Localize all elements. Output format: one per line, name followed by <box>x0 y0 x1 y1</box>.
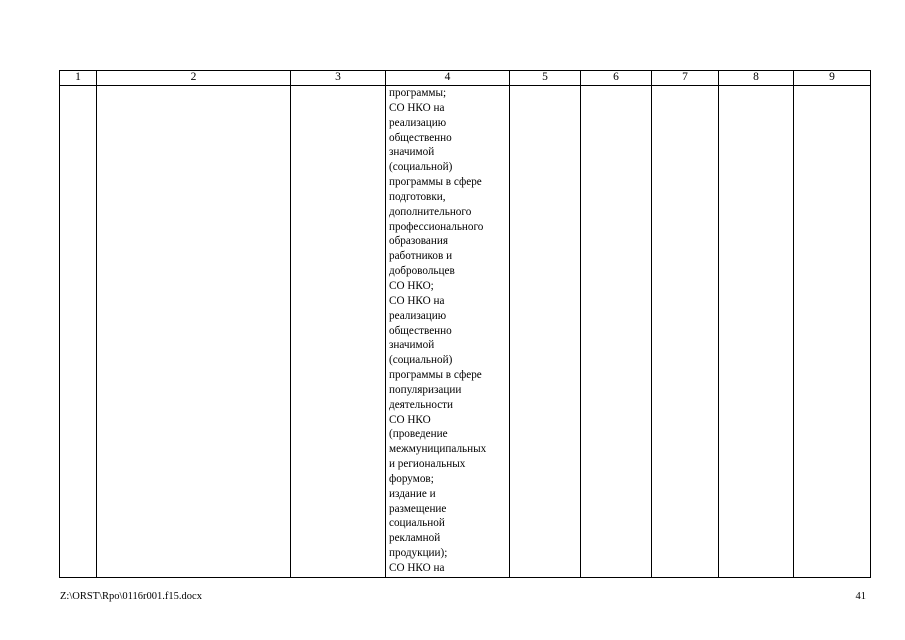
table-cell-col8 <box>719 86 794 578</box>
table-cell-col6 <box>581 86 652 578</box>
text-line: рекламной <box>389 532 441 545</box>
table-cell-col9 <box>794 86 871 578</box>
text-line: СО НКО <box>389 413 431 426</box>
text-line: СО НКО на <box>389 562 445 574</box>
text-line: подготовки, <box>389 190 446 203</box>
text-line: профессионального <box>389 220 484 233</box>
table-cell-col7 <box>652 86 719 578</box>
column-header-7: 7 <box>652 71 719 86</box>
text-line: (социальной) <box>389 161 453 174</box>
text-line: СО НКО на <box>389 294 445 307</box>
column-header-8: 8 <box>719 71 794 86</box>
text-line: социальной <box>389 517 445 530</box>
column4-text-block <box>386 86 509 576</box>
text-line: СО НКО на <box>389 101 445 114</box>
table-cell-col4 <box>386 86 510 578</box>
table-row <box>60 86 871 578</box>
text-line: значимой <box>389 339 435 352</box>
column-header-4: 4 <box>386 71 510 86</box>
text-line: реализацию <box>389 116 447 129</box>
text-line: дополнительного <box>389 205 472 218</box>
text-line: программы в сфере <box>389 369 482 382</box>
column-header-6: 6 <box>581 71 652 86</box>
text-line: (социальной) <box>389 354 453 367</box>
text-line: размещение <box>389 502 447 515</box>
footer-file-path: Z:\ORST\Rpo\0116r001.f15.docx <box>60 591 202 602</box>
text-line: значимой <box>389 146 435 159</box>
header-row <box>60 71 871 86</box>
text-line: работников и <box>389 250 453 263</box>
text-line: добровольцев <box>389 265 455 278</box>
text-line: программы; <box>389 87 447 99</box>
column-header-2: 2 <box>97 71 291 86</box>
text-line: продукции); <box>389 547 448 560</box>
text-line: межмуниципальных <box>389 443 487 456</box>
table-cell-col2 <box>97 86 291 578</box>
text-line: реализацию <box>389 309 447 322</box>
column-header-1: 1 <box>60 71 97 86</box>
text-line: и региональных <box>389 458 466 471</box>
column-header-5: 5 <box>510 71 581 86</box>
column-header-3: 3 <box>291 71 386 86</box>
text-line: общественно <box>389 131 452 144</box>
text-line: образования <box>389 235 449 248</box>
table-cell-col5 <box>510 86 581 578</box>
text-line: общественно <box>389 324 452 337</box>
text-line: СО НКО; <box>389 279 434 292</box>
table-cell-col1 <box>60 86 97 578</box>
text-line: программы в сфере <box>389 176 482 189</box>
text-line: популяризации <box>389 383 462 396</box>
text-line: (проведение <box>389 428 448 441</box>
table-cell-col3 <box>291 86 386 578</box>
footer-page-number: 41 <box>855 591 866 602</box>
text-line: форумов; <box>389 472 434 485</box>
document-table <box>59 70 871 578</box>
column-header-9: 9 <box>794 71 871 86</box>
text-line: деятельности <box>389 398 454 411</box>
text-line: издание и <box>389 487 436 500</box>
